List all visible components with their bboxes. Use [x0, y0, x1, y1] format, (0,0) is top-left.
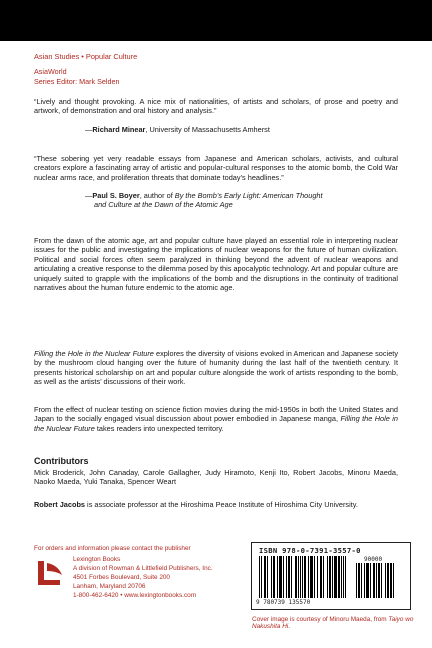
addon-digits: 90000	[364, 556, 383, 563]
top-black-band	[0, 0, 432, 41]
editor-name: Robert Jacobs	[34, 500, 86, 509]
barcode-bar	[381, 563, 382, 598]
barcode-bar	[310, 556, 313, 598]
barcode-bar	[298, 556, 299, 598]
barcode-bar	[385, 563, 386, 598]
contributors-heading: Contributors	[34, 456, 89, 466]
barcode-bar	[361, 563, 362, 598]
praise-book-title-line1: By the Bomb’s Early Light: American Thought	[174, 191, 323, 200]
barcode-bar	[373, 563, 375, 598]
barcode-bar	[334, 556, 337, 598]
barcode-bar	[329, 556, 331, 598]
barcode-bar	[343, 556, 344, 598]
book-title-ref: Filling the Hole in the Nuclear Future	[34, 349, 154, 358]
series-name: AsiaWorld	[34, 67, 67, 76]
addon-barcode	[356, 563, 400, 598]
praise-quote-1-text: “Lively and thought provoking. A nice mix of nationalities, of artists and scholars, of prose and poetry and artwork, of demonstration and oral history and analysis.”	[34, 97, 398, 116]
publisher-address	[73, 556, 213, 601]
cover-credit-title: Taiyo wo Nakushita Hi	[252, 616, 414, 630]
barcode-bar	[376, 563, 377, 598]
isbn-label: ISBN 978-0-7391-3557-0	[259, 546, 361, 555]
praise-attribution-1: —Richard Minear, University of Massachusetts Amherst	[85, 125, 270, 134]
editor-bio: Robert Jacobs is associate professor at the Hiroshima Peace Institute of Hiroshima City University.	[34, 500, 358, 509]
barcode-bar	[295, 556, 297, 598]
praise-quote-1	[34, 97, 398, 116]
barcode-bar	[273, 556, 275, 598]
praise-author-1: Richard Minear	[92, 125, 146, 134]
barcode-bar	[302, 556, 303, 598]
barcode-bar	[317, 556, 318, 598]
praise-affiliation-1: , University of Massachusetts Amherst	[145, 125, 270, 134]
publisher-name: Lexington Books	[73, 556, 121, 563]
barcode-bar	[264, 556, 266, 598]
subject-categories: Asian Studies • Popular Culture	[34, 52, 138, 61]
barcode-bar	[323, 556, 324, 598]
description-paragraph-3: From the effect of nuclear testing on science fiction movies during the mid-1950s in both the United States and Japan to the socially engaged visual discussion about power embodied in Japanese manga, Filling the Hole in the Nuclear Future takes readers into unexpected territory.	[34, 405, 398, 433]
series-editor: Series Editor: Mark Selden	[34, 76, 120, 86]
barcode-bar	[277, 556, 278, 598]
barcode-digits: 9 780739 135570	[256, 599, 311, 606]
barcode-bar	[304, 556, 306, 598]
barcode-bar	[314, 556, 315, 598]
barcode-bar	[378, 563, 380, 598]
praise-book-title-line2: and Culture at the Dawn of the Atomic Age	[94, 200, 233, 210]
barcode-bar	[279, 556, 282, 598]
barcode-bar	[288, 556, 290, 598]
barcode-bar	[345, 556, 346, 598]
barcode-bar	[308, 556, 309, 598]
description-paragraph-2: Filling the Hole in the Nuclear Future explores the diversity of visions evoked in American and Japanese society by the mushroom cloud hanging over the future of humanity during the last half of the twentieth century. It presents historical scholarship on art and popular culture alongside the work of artists responding to the bomb, as well as the artists’ discussions of their work.	[34, 349, 398, 387]
publisher-division: A division of Rowman & Littlefield Publishers, Inc.	[73, 564, 213, 572]
publisher-contact: 1-800-462-6420 • www.lexingtonbooks.com	[73, 591, 197, 599]
barcode-bar	[261, 556, 262, 598]
description-paragraph-1: From the dawn of the atomic age, art and popular culture have played an essential role in interpreting nuclear issues for the public and investigating the implications of nuclear weapons for the future of human civilization. Political and social forces often seem paralyzed in thinking beyond the advent of nuclear weapons and articulating a creative response to the dilemma posed by this apocalyptic technology. Art and popular culture are uniquely suited to grapple with the implications of the bomb and the disruptions in the continuity of traditional narratives about the human future endemic to the atomic age.	[34, 236, 398, 293]
praise-quote-2-text: “These sobering yet very readable essays from Japanese and American scholars, activists, and cultural creators explore a fascinating array of artistic and popular-cultural responses to the atomic bomb, the Cold War nuclear arms race, and proliferation threats that dominate today’s headlines.”	[34, 154, 398, 182]
barcode-bar	[332, 556, 333, 598]
barcode-bar	[320, 556, 322, 598]
barcode-bar	[393, 563, 394, 598]
barcode-bar	[283, 556, 284, 598]
praise-attribution-2: —Paul S. Boyer, author of By the Bomb’s Early Light: American Thought and Culture at the Dawn of the Atomic Age	[85, 191, 335, 210]
barcode-bar	[387, 563, 389, 598]
barcode-bar	[366, 563, 369, 598]
barcode-bar	[300, 556, 301, 598]
series-info	[34, 67, 120, 86]
contributors-list: Mick Broderick, John Canaday, Carole Gallagher, Judy Hiramoto, Kenji Ito, Robert Jacobs, Minoru Maeda, Naoko Maeda, Yuki Tanaka, Spencer Weart	[34, 468, 398, 487]
barcode-bar	[291, 556, 292, 598]
barcode-bar	[364, 563, 365, 598]
publisher-street: 4501 Forbes Boulevard, Suite 200	[73, 573, 170, 581]
barcode-bar	[267, 556, 268, 598]
order-info-line: For orders and information please contact the publisher	[34, 545, 191, 552]
barcode-bar	[370, 563, 371, 598]
barcode-bar	[338, 556, 340, 598]
barcode-bar	[356, 563, 357, 598]
barcode-bar	[358, 563, 360, 598]
barcode-bar	[259, 556, 260, 598]
publisher-city: Lanham, Maryland 20706	[73, 582, 146, 590]
lexington-books-logo-icon	[36, 559, 66, 587]
barcode-bar	[271, 556, 272, 598]
cover-image-credit: Cover image is courtesy of Minoru Maeda, from Taiyo wo Nakushita Hi.	[252, 616, 414, 630]
praise-quote-2	[34, 154, 398, 182]
barcode-bar	[286, 556, 287, 598]
barcode-bar	[341, 556, 342, 598]
book-title-ref: Filling the Hole in the Nuclear Future	[34, 414, 398, 433]
main-barcode	[259, 556, 351, 598]
barcode-bar	[327, 556, 328, 598]
barcode-bar	[390, 563, 392, 598]
praise-author-2: Paul S. Boyer	[92, 191, 140, 200]
